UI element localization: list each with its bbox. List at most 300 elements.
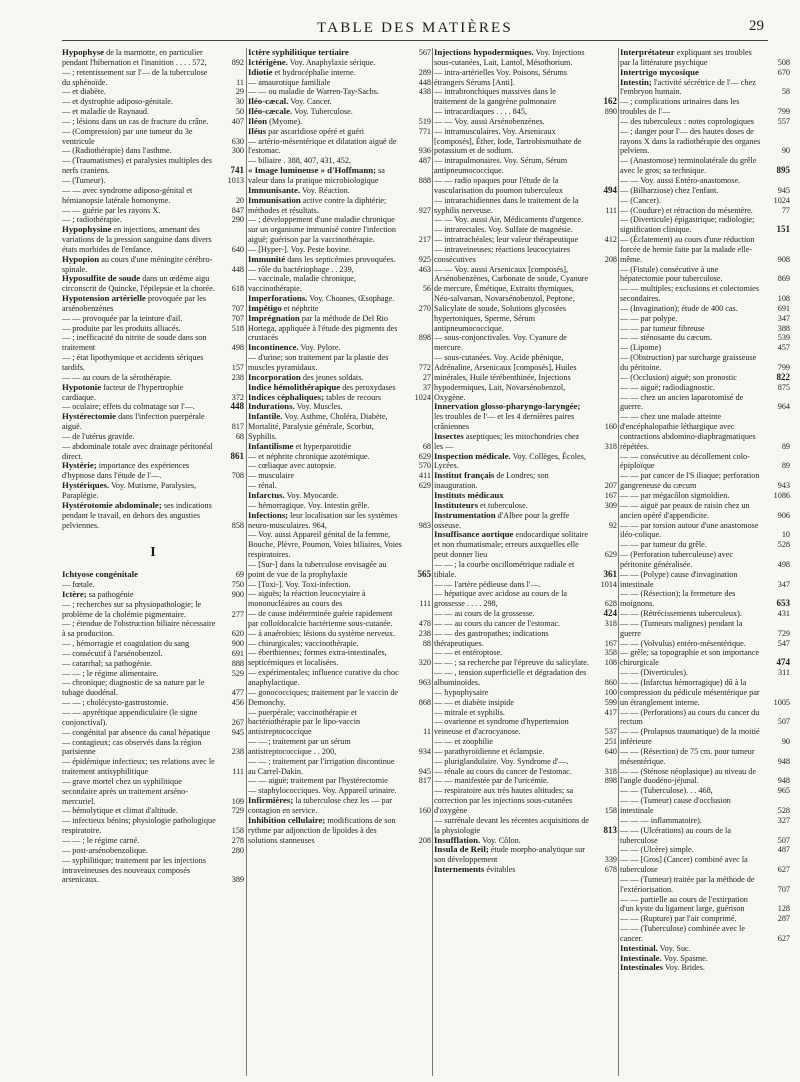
entry-heading: Indice hémolithérapique: [248, 381, 341, 392]
index-entry: [62, 777, 244, 807]
entry-page-number: 477: [231, 688, 244, 698]
entry-text: — et maladie de Raynaud.: [62, 107, 150, 117]
entry-page-number: 111: [419, 599, 431, 609]
index-entry: [620, 708, 790, 728]
entry-page-number: 729: [231, 806, 244, 816]
entry-page-number: 109: [231, 796, 244, 806]
entry-text: dans un œdème aigu circonscrit de Quincke, l'épilepsie et la chorée.: [62, 274, 215, 294]
entry-text: des jeunes soldats.: [302, 372, 364, 382]
entry-text: — — et diabète insipide: [434, 697, 515, 707]
index-entry: [62, 274, 244, 294]
index-entry: [62, 324, 244, 334]
entry-heading: Intestinal.: [620, 942, 658, 953]
entry-page-number: 463: [418, 264, 431, 274]
entry-text: — intraveineuses; réactions leucocytaires consécutives: [434, 244, 571, 264]
entry-text: — contagieux; cas observés dans la région parisienne: [62, 737, 202, 757]
entry-page-number: 898: [418, 333, 431, 343]
entry-text: — — guérie par les rayons X.: [62, 205, 161, 215]
entry-text: — produite par les produits alliacés.: [62, 323, 181, 333]
index-entry: [62, 255, 244, 275]
entry-text: (Myome).: [269, 116, 303, 126]
index-entry: [62, 659, 244, 669]
entry-text: — — l'artère pédieuse dans l'—.: [434, 579, 541, 589]
index-entry: [620, 914, 790, 924]
entry-page-number: 92: [608, 520, 617, 530]
entry-heading: Ictère syphilitique tertiaire: [248, 48, 349, 57]
index-entry: [62, 353, 244, 373]
index-entry: [434, 48, 617, 68]
entry-page-number: 287: [777, 914, 790, 924]
entry-heading: Hystérectomie: [62, 411, 117, 422]
entry-text: — (Occlusion) aiguë; son pronostic: [620, 372, 737, 382]
index-entry: [248, 737, 431, 757]
entry-page-number: 280: [231, 845, 244, 855]
entry-text: — (Lipome): [620, 343, 662, 353]
index-entry: [434, 511, 617, 531]
entry-text: l'activité sécrétrice de l'— chez l'embryon humain.: [620, 77, 756, 97]
entry-text: — ovarienne et syndrome d'hypertension veineuse et d'acrocyanose.: [434, 717, 569, 737]
index-entry: [248, 796, 431, 816]
entry-text: — amaurotique familiale: [248, 77, 331, 87]
entry-text: — artério-mésentérique et dilatation aiguë de l'estomac.: [248, 136, 397, 156]
index-entry: [62, 669, 244, 679]
entry-text: — — (Rétrécissements tuberculeux).: [620, 609, 742, 619]
entry-page-number: 868: [418, 697, 431, 707]
index-entry: [248, 461, 431, 471]
index-entry: [248, 629, 431, 639]
entry-page-number: 251: [604, 737, 617, 747]
entry-page-number: 925: [418, 254, 431, 264]
index-entry: [248, 196, 431, 216]
entry-text: — — et zoophilie: [434, 737, 493, 747]
entry-text: — gonococciques; traitement par le vaccin de Demonchy.: [248, 687, 399, 707]
entry-page-number: 478: [418, 618, 431, 628]
index-entry: [620, 97, 790, 117]
entry-text: — — apyrétique appendiculaire (le signe conjonctival).: [62, 708, 198, 727]
entry-heading: Hypophysine: [62, 224, 112, 235]
entry-page-number: 77: [781, 205, 790, 215]
index-entry: [62, 127, 244, 147]
entry-text: — ; recherches sur sa physiopathologie; le problème de la cholémie pigmentaire.: [62, 599, 202, 619]
entry-text: — infectieux bénins; physiologie pathologique respiratoire.: [62, 816, 216, 836]
index-entry: [434, 235, 617, 245]
entry-page-number: 417: [604, 707, 617, 717]
entry-page-number: 964: [777, 402, 790, 412]
entry-text: Voy. Mutisme, Paralysies, Paraplégie.: [62, 481, 197, 500]
entry-text: — intratrachéales; leur valeur thérapeutique: [434, 235, 579, 245]
entry-page-number: 934: [418, 746, 431, 756]
entry-text: — rôle du bactériophage . . 239,: [248, 264, 354, 274]
entry-text: aseptiques; les mitochondries chez les —: [434, 431, 580, 451]
index-entry: [62, 383, 244, 403]
entry-heading: Immunisation: [248, 194, 301, 205]
entry-page-number: 860: [604, 678, 617, 687]
index-entry: [248, 255, 431, 265]
index-entry: [62, 48, 244, 68]
entry-page-number: 799: [777, 363, 790, 372]
entry-text: — (Radiothérapie) dans l'asthme.: [62, 146, 172, 156]
entry-text: — — (Volvulus) entéro-mésentérique.: [620, 638, 746, 648]
entry-text: — — ou maladie de Warren-Tay-Sachs.: [248, 87, 379, 97]
entry-text: — — provoquée par la teinture d'ail.: [62, 313, 183, 323]
entry-text: — ; radiothérapie.: [62, 215, 122, 225]
entry-text: — fœtale.: [62, 580, 95, 590]
entry-text: — post-arsénobenzolique.: [62, 845, 148, 855]
entry-page-number: 508: [777, 57, 790, 67]
entry-page-number: 708: [231, 471, 244, 481]
entry-text: — de l'utérus gravide.: [62, 431, 135, 441]
entry-text: étude morpho-analytique sur son développement: [434, 845, 585, 865]
index-entry: [248, 708, 431, 738]
index-entry: [620, 206, 790, 216]
index-entry: [434, 580, 617, 590]
index-entry: [434, 117, 617, 127]
entry-page-number: 498: [231, 343, 244, 353]
index-entry: [434, 471, 617, 491]
entry-page-number: 318: [604, 618, 617, 628]
entry-page-number: 707: [231, 313, 244, 323]
entry-page-number: 487: [418, 156, 431, 166]
entry-page-number: 50: [235, 107, 244, 117]
entry-page-number: 160: [418, 805, 431, 815]
index-column-3: [434, 48, 617, 1078]
index-entry: [620, 727, 790, 747]
index-entry: [434, 609, 617, 619]
entry-text: sa pathogénie: [88, 589, 134, 599]
entry-page-number: 629: [418, 481, 431, 491]
entry-page-number: 892: [231, 57, 244, 67]
entry-page-number: 945: [418, 766, 431, 776]
index-entry: [62, 698, 244, 708]
entry-page-number: 278: [231, 835, 244, 845]
entry-page-number: 448: [230, 401, 244, 412]
entry-text: Voy. Cancer.: [290, 97, 332, 107]
entry-page-number: 507: [777, 717, 790, 727]
entry-text: — éberthiennes; formes extra-intestinales, septicémiques et localisées.: [248, 648, 387, 668]
index-entry: [620, 924, 790, 944]
index-entry: [620, 343, 790, 353]
entry-page-number: 29: [235, 87, 244, 97]
index-entry: [620, 570, 790, 590]
index-entry: [62, 590, 244, 600]
index-entry: [62, 146, 244, 156]
entry-text: — staphylococciques. Voy. Appareil urinaire.: [248, 786, 397, 796]
index-entry: [620, 796, 790, 816]
entry-text: — syphilitique; traitement par les injections intraveineuses des nouveaux composés arsenicaux.: [62, 855, 206, 885]
entry-text: — chirurgicales; vaccinothérapie.: [248, 638, 359, 648]
index-entry: [62, 294, 244, 314]
index-entry: [248, 491, 431, 501]
entry-page-number: 1005: [773, 697, 790, 707]
entry-text: Voy. Collèges, Écoles, Lycées.: [434, 451, 586, 471]
entry-text: Voy. Muscles.: [296, 402, 343, 412]
index-entry: [620, 550, 790, 570]
index-entry: [434, 629, 617, 649]
index-entry: [620, 648, 790, 668]
index-entry: [62, 580, 244, 590]
entry-text: — — (Perforations) au cours du cancer du rectum: [620, 707, 760, 727]
entry-text: — intrapulmonaires. Voy. Sérum, Sérum antipneumococcique.: [434, 156, 568, 176]
index-entry: [62, 442, 244, 462]
index-entry: [248, 580, 431, 590]
entry-page-number: 160: [604, 422, 617, 432]
entry-heading: Hystérie;: [62, 460, 97, 471]
entry-heading: Intestin;: [620, 76, 652, 87]
entry-text: — — au cours de la grossesse.: [434, 609, 535, 619]
index-entry: [620, 78, 790, 98]
column-divider: [618, 48, 619, 1076]
index-entry: [620, 471, 790, 491]
index-entry: [248, 265, 431, 275]
entry-page-number: 618: [231, 284, 244, 294]
entry-page-number: 347: [777, 313, 790, 323]
entry-text: — (Diverticule) épigastrique; radiologie; signification clinique.: [620, 215, 755, 235]
entry-page-number: 528: [777, 540, 790, 550]
entry-text: — — ; la courbe oscillométrique radiale et tibiale.: [434, 559, 575, 579]
entry-text: dans l'infection puerpérale aiguë.: [62, 412, 205, 432]
entry-text: — — aiguë; radiodiagnostic.: [620, 382, 716, 392]
entry-heading: Hystériques.: [62, 480, 110, 491]
header-rule: [62, 40, 768, 41]
entry-text: — — et entéroptose.: [434, 648, 503, 658]
entry-text: — (Coudure) et rétraction du mésentère.: [620, 205, 753, 215]
index-entry: [620, 845, 790, 855]
entry-heading: Indurations.: [248, 401, 295, 412]
index-entry: [620, 333, 790, 343]
entry-page-number: 157: [231, 363, 244, 372]
entry-page-number: 799: [777, 107, 790, 117]
entry-heading: Iléon: [248, 115, 268, 126]
entry-heading: Insula de Reil;: [434, 844, 489, 855]
entry-text: — — chez une malade atteinte d'encéphalopathie léthargique avec contractions abdomino-diaphragmatiques répétées.: [620, 412, 756, 451]
index-entry: [248, 353, 431, 373]
entry-page-number: 361: [603, 568, 617, 579]
entry-text: au cours d'une méningite cérébro-spinale.: [62, 254, 213, 274]
entry-heading: Ictère;: [62, 588, 87, 599]
entry-text: — — ; le régime carné.: [62, 835, 140, 845]
index-entry: [434, 737, 617, 747]
entry-text: — (Compression) par une tumeur du 3e ventricule: [62, 126, 193, 146]
entry-text: et néphrite: [283, 303, 319, 313]
entry-page-number: 858: [231, 520, 244, 530]
index-entry: [620, 678, 790, 708]
entry-page-number: 772: [418, 363, 431, 372]
index-entry: [248, 471, 431, 481]
entry-text: — — (Diverticules).: [620, 668, 688, 678]
index-entry: [620, 826, 790, 846]
entry-text: et tuberculose.: [480, 500, 528, 510]
entry-page-number: 111: [232, 767, 244, 777]
entry-text: — hypophysaire: [434, 687, 489, 697]
entry-text: — puerpérale; vaccinothérapie et bactériothérapie par le lipo-vaccin antistreptococcique: [248, 707, 361, 737]
entry-page-number: 217: [418, 235, 431, 245]
entry-page-number: 888: [231, 658, 244, 668]
entry-text: — respiratoire aux très hautes altitudes; sa correction par les injections sous-cutanées d'oxygène: [434, 786, 574, 815]
index-entry: [620, 127, 790, 157]
index-entry: [62, 97, 244, 107]
index-entry: [620, 265, 790, 285]
entry-text: — — avec syndrome adiposo-génital et hémianopsie latérale homonyme.: [62, 185, 193, 205]
index-entry: [620, 117, 790, 127]
index-entry: [434, 196, 617, 216]
entry-heading: Hypotonie: [62, 381, 102, 392]
entry-page-number: 1024: [773, 195, 790, 205]
entry-text: Voy. Réaction.: [301, 185, 350, 195]
entry-page-number: 539: [777, 333, 790, 343]
entry-text: — rénale au cours du cancer de l'estomac.: [434, 766, 572, 776]
index-entry: [62, 176, 244, 186]
column-divider: [432, 48, 433, 1076]
entry-page-number: 100: [604, 687, 617, 697]
entry-text: — (Obstruction) par surcharge graisseuse du péritoine.: [620, 353, 757, 372]
entry-heading: Imperforations.: [248, 293, 308, 304]
entry-text: — — sténosante du cæcum.: [620, 333, 713, 343]
entry-page-number: 270: [418, 303, 431, 313]
entry-page-number: 474: [776, 657, 790, 668]
entry-text: — — (Ulcérations) au cours de la tuberculose: [620, 825, 731, 845]
entry-heading: Institut français: [434, 470, 495, 481]
entry-page-number: 627: [777, 865, 790, 875]
entry-text: — (Invagination); étude de 400 cas.: [620, 303, 738, 313]
index-entry: [620, 747, 790, 767]
entry-text: — — radio opaques pour l'étude de la vascularisation du poumon tuberculeux: [434, 175, 563, 195]
index-entry: [62, 678, 244, 698]
entry-text: tables de recours: [326, 392, 382, 402]
entry-text: — — par cancer de l'S iliaque; perforation gangreneuse du cæcum: [620, 471, 760, 491]
entry-page-number: 347: [777, 579, 790, 589]
index-entry: [62, 757, 244, 777]
index-entry: [62, 728, 244, 738]
entry-page-number: 158: [231, 826, 244, 836]
entry-page-number: 570: [418, 461, 431, 471]
entry-text: expliquant ses troubles par la littérature psychique: [620, 48, 752, 67]
index-entry: [434, 87, 617, 107]
index-entry: [434, 776, 617, 786]
entry-text: — — multiples; exclusions et colectomies secondaires.: [620, 284, 759, 304]
index-entry: [620, 816, 790, 826]
entry-page-number: 822: [776, 371, 790, 382]
entry-heading: Infections;: [248, 509, 289, 520]
entry-text: — — partielle au cours de l'extirpation d'un kyste du ligament large, guérison: [620, 894, 748, 914]
entry-page-number: 88: [422, 638, 431, 648]
entry-text: — — (Prolapsus traumatique) de la moitié inférieure: [620, 727, 760, 747]
index-entry: [434, 786, 617, 816]
entry-page-number: 908: [777, 254, 790, 264]
entry-text: — hépatique avec acidose au cours de la grossesse . . . . 298,: [434, 589, 567, 609]
entry-text: — et diabète.: [62, 87, 106, 97]
entry-page-number: 167: [604, 638, 617, 648]
entry-page-number: 267: [231, 717, 244, 727]
index-entry: [62, 738, 244, 758]
entry-heading: Infantilisme: [248, 440, 294, 451]
index-entry: [620, 639, 790, 649]
entry-text: — vaccinale, maladie chronique, vaccinothérapie.: [248, 274, 356, 294]
index-entry: [62, 856, 244, 886]
entry-text: — — (Tumeur) cause d'occlusion intestinale: [620, 796, 731, 815]
entry-page-number: 162: [603, 96, 617, 107]
entry-heading: Insuffisance aortique: [434, 529, 514, 540]
entry-text: — cœliaque avec autopsie.: [248, 461, 337, 471]
entry-text: — ; retentissement sur l'— de la tuberculose du sphénoïde.: [62, 67, 208, 87]
entry-page-number: 813: [603, 824, 617, 835]
entry-page-number: 678: [604, 865, 617, 875]
entry-page-number: 729: [777, 628, 790, 638]
entry-heading: « Image lumineuse » d'Hoffmann;: [248, 165, 377, 176]
entry-text: — — ; le régime alimentaire.: [62, 668, 159, 678]
index-entry: [620, 393, 790, 413]
index-entry: [434, 845, 617, 865]
entry-text: — — au cours du cancer de l'estomac.: [434, 618, 561, 628]
index-entry: [434, 156, 617, 176]
entry-page-number: 498: [777, 559, 790, 569]
entry-text: Voy. Injections sous-cutanées, Lait, Lantol, Mésothorium.: [434, 48, 585, 67]
index-entry: [248, 274, 431, 294]
index-entry: [620, 314, 790, 324]
entry-page-number: 888: [418, 175, 431, 185]
entry-page-number: 11: [236, 77, 244, 87]
entry-text: Voy. Asthme, Choléra, Diabète, Mortalité, Paralysie générale, Scorbut, Syphilis.: [248, 412, 388, 441]
entry-text: — — ; traitement par l'irrigation discontinue au Carrel-Dakin.: [248, 756, 395, 776]
index-entry: [62, 87, 244, 97]
entry-page-number: 20: [235, 195, 244, 205]
entry-heading: Incontinence.: [248, 342, 299, 353]
entry-heading: Inspection médicale.: [434, 450, 511, 461]
entry-heading: Internements: [434, 864, 485, 875]
index-entry: [62, 225, 244, 255]
entry-text: Voy. Pylore.: [300, 343, 341, 353]
index-entry: [248, 668, 431, 688]
index-entry: [248, 137, 431, 157]
entry-page-number: 388: [777, 323, 790, 333]
entry-page-number: 11: [423, 727, 431, 737]
entry-text: — ; état lipothymique et accidents sériques tardifs.: [62, 353, 204, 372]
entry-page-number: 771: [418, 126, 431, 136]
entry-text: — musculaire: [248, 471, 295, 481]
entry-page-number: 906: [777, 510, 790, 520]
index-entry: [434, 698, 617, 708]
entry-text: — (Traumatismes) et paralysies multiples des nerfs craniens.: [62, 156, 213, 176]
entry-text: importance des expériences d'hypnose dans l'étude de l'—.: [62, 461, 190, 481]
entry-text: — (Anastomose) terminolatérale du grêle avec le gros; sa technique.: [620, 156, 757, 176]
index-entry: [62, 333, 244, 353]
entry-page-number: 750: [231, 580, 244, 590]
index-entry: [248, 609, 431, 629]
entry-heading: Ictérigène.: [248, 56, 288, 67]
entry-text: — — au cours de la sérothérapie.: [62, 372, 172, 382]
entry-text: — — Voy. aussi Arsenicaux [composés], Arsénobenzènes, Carbonate de soude, Cyanure de mercure, Émétique, Extraits thymiques, Néo-salvarsan, Novarsénobenzol, Peptone, Salicylate de soude, Solutions glycosées hypertoniques, Sperme, Sérum antipneumococcique.: [434, 264, 589, 333]
entry-page-number: 629: [604, 550, 617, 560]
entry-text: — — (Ulcère) simple.: [620, 845, 694, 855]
entry-page-number: 948: [777, 756, 790, 766]
entry-heading: Intestinales: [620, 962, 664, 973]
entry-text: — intra-artérielles Voy. Poisons, Sérums étrangers Sérums [Anti].: [434, 67, 567, 87]
entry-text: — — chez un ancien laparotomisé de guerre.: [620, 392, 744, 412]
entry-text: — consécutif à l'arsénobenzol.: [62, 648, 163, 658]
entry-heading: Infirmières;: [248, 795, 294, 806]
entry-text: — [Sur-] dans la tuberculose envisagée au point de vue de la prophylaxie: [248, 559, 387, 579]
index-entry: [62, 600, 244, 620]
index-entry: [620, 668, 790, 678]
entry-text: la tuberculose chez les — par contagion en service.: [248, 796, 392, 815]
entry-heading: Hypotension artérielle: [62, 293, 146, 304]
entry-text: leur localisation sur les systèmes neuro-musculaires. 964,: [248, 510, 398, 530]
index-entry: [434, 865, 617, 875]
index-entry: [620, 491, 790, 501]
index-entry: [620, 767, 790, 787]
index-entry: [248, 215, 431, 245]
index-entry: [248, 412, 431, 442]
entry-text: — , hémorragie et coagulation du sang: [62, 639, 190, 649]
